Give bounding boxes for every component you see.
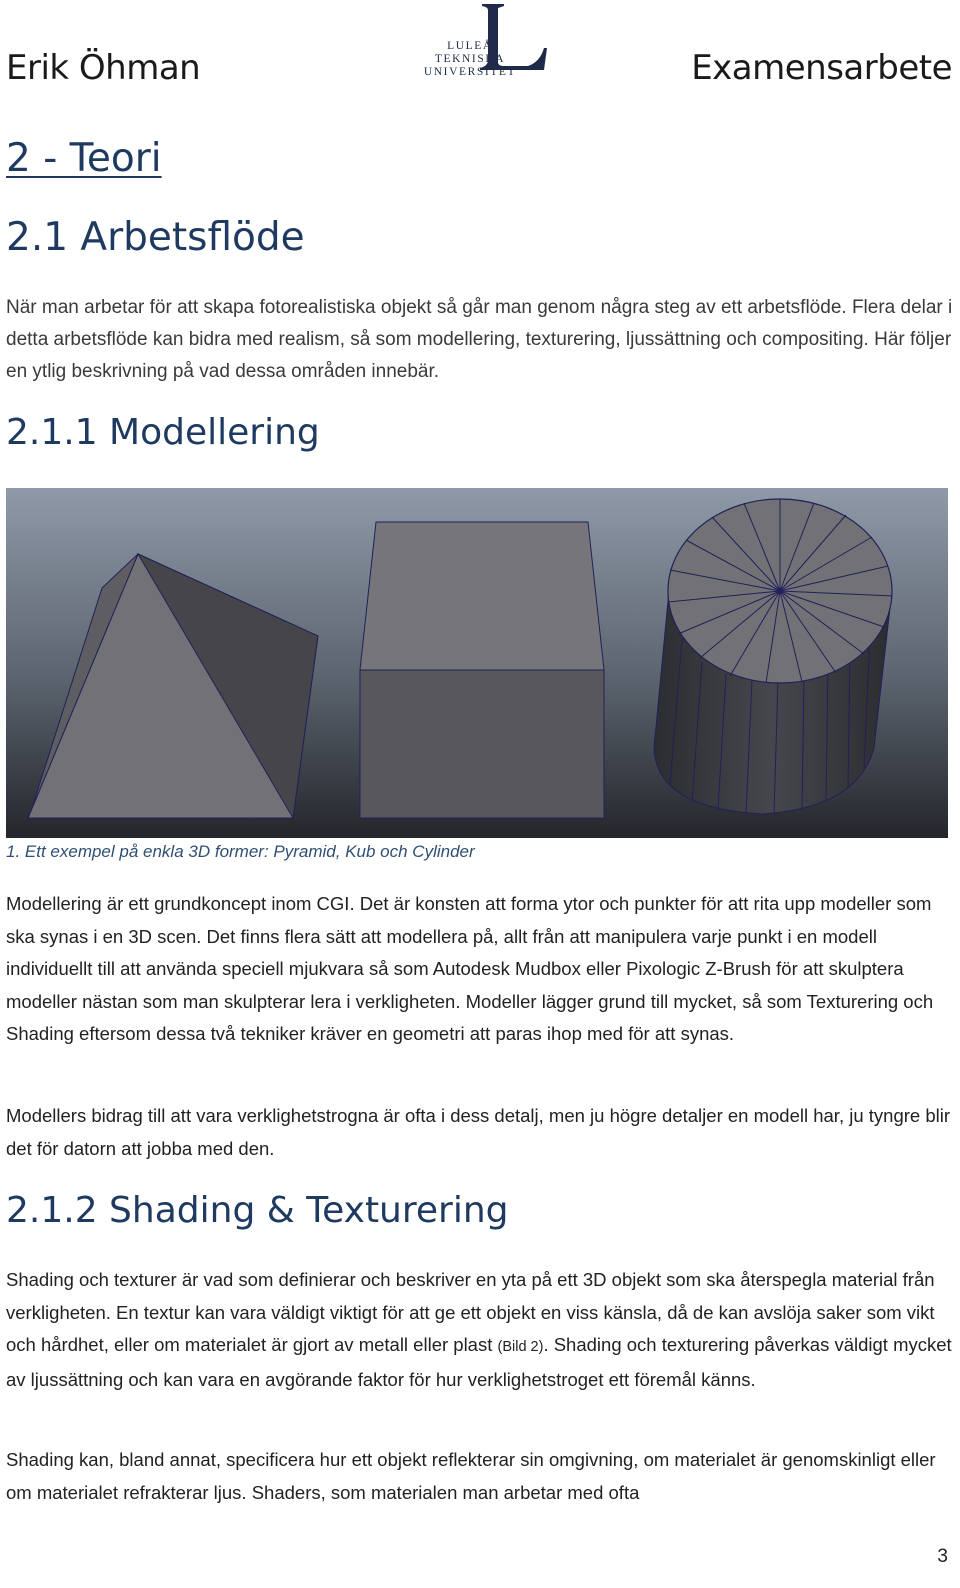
subsection-heading-shading: 2.1.2 Shading & Texturering <box>6 1190 509 1231</box>
shading-paragraph-1-part-b: . Shading och texturering påverkas väldigt mycket av ljussättning och kan vara en avgörande faktor för hur verklighetstroget ett föremål känns. <box>6 1334 952 1390</box>
section-heading: 2.1 Arbetsflöde <box>6 215 305 260</box>
figure-3d-shapes <box>6 488 948 838</box>
cube-shape <box>360 522 604 818</box>
page-number: 3 <box>937 1546 948 1567</box>
intro-paragraph: När man arbetar för att skapa fotorealistiska objekt så går man genom några steg av ett arbetsflöde. Flera delar i detta arbetsflöde kan bidra med realism, så som modellering, texturering, ljussättning och compositing. Här följer en ytlig beskrivning på vad dessa områden innebär. <box>6 297 953 382</box>
logo-line-2: TEKNISKA <box>434 53 506 65</box>
header-author: Erik Öhman <box>6 48 201 88</box>
modellering-paragraph-2: Modellers bidrag till att vara verklighetstrogna är ofta i dess detalj, men ju högre detaljer en modell har, ju tyngre blir det för datorn att jobba med den. <box>6 1105 950 1159</box>
shading-paragraph-2: Shading kan, bland annat, specificera hur ett objekt reflekterar sin omgivning, om materialet är genomskinligt eller om materialet refrakterar ljus. Shaders, som materialen man arbetar med ofta <box>6 1449 936 1503</box>
shading-paragraph-1 <box>6 1264 956 1396</box>
subsection-heading-modellering: 2.1.1 Modellering <box>6 412 320 453</box>
shading-paragraph-1-part-a: Shading och texturer är vad som definierar och beskriver en yta på ett 3D objekt som ska återspegla material från verkligheten. En textur kan vara väldigt viktigt för att ge ett objekt en viss känsla, då de kan avslöja saker som vikt och hårdhet, eller om materialet är gjort av metall eller plast <box>6 1269 935 1355</box>
university-logo <box>400 0 560 86</box>
chapter-heading: 2 - Teori <box>6 136 162 181</box>
figure-3d-shapes-image <box>6 488 948 838</box>
header-title: Examensarbete <box>691 48 952 88</box>
cylinder-shape <box>654 499 892 814</box>
image-reference: (Bild 2) <box>497 1339 544 1355</box>
logo-line-1: LULEÅ <box>447 40 493 52</box>
figure-caption: 1. Ett exempel på enkla 3D former: Pyramid, Kub och Cylinder <box>6 842 475 861</box>
logo-line-3: UNIVERSITET <box>423 66 517 78</box>
modellering-paragraph-1: Modellering är ett grundkoncept inom CGI. Det är konsten att forma ytor och punkter för att rita upp modeller som ska synas i en 3D scen. Det finns flera sätt att modellera på, allt från att manipulera varje punkt i en modell individuellt till att använda speciell mjukvara så som Autodesk Mudbox eller Pixologic Z-Brush för att skulptera modeller nästan som man skulpterar lera i verkligheten. Modeller lägger grund till mycket, så som Texturering och Shading eftersom dessa två tekniker kräver en geometri att paras ihop med för att synas. <box>6 893 934 1044</box>
